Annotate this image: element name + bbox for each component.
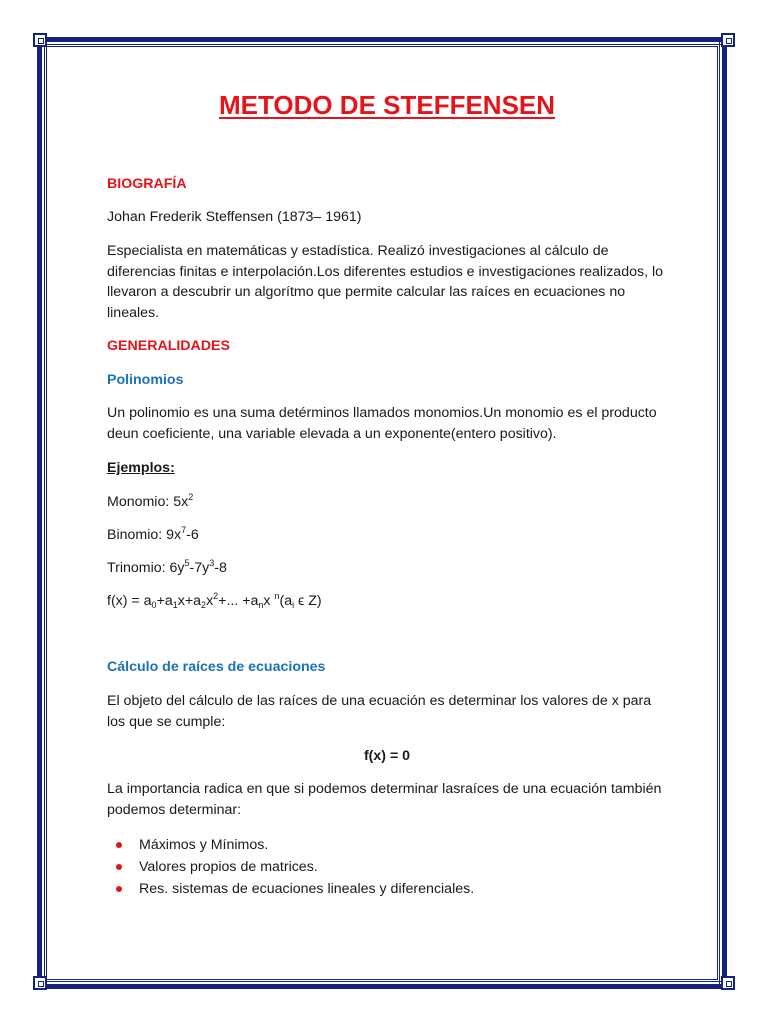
corner-ornament-bottom-right xyxy=(721,976,735,990)
trinomio-rest: -8 xyxy=(214,560,227,576)
trinomio-text: Trinomio: 6y xyxy=(107,560,185,576)
example-binomio xyxy=(107,525,667,546)
equation-f-x-zero: f(x) = 0 xyxy=(363,748,411,764)
generalidades-heading: GENERALIDADES xyxy=(107,338,230,354)
formula-part: x xyxy=(206,593,214,609)
corner-ornament-top-left xyxy=(33,33,47,47)
formula-part: ϵ Z) xyxy=(294,593,322,609)
applications-list xyxy=(107,834,474,900)
page-title: METODO DE STEFFENSEN xyxy=(218,90,556,120)
calculo-heading: Cálculo de raíces de ecuaciones xyxy=(107,659,326,675)
formula-part: +a xyxy=(156,593,173,609)
trinomio-mid: -7y xyxy=(189,560,210,576)
border-line-bottom xyxy=(42,981,722,982)
list-item-label: Valores propios de matrices. xyxy=(139,859,318,875)
list-item xyxy=(107,834,474,856)
calculo-paragraph: El objeto del cálculo de las raíces de una ecuación es determinar los valores de x para los que se cumple: xyxy=(107,693,652,730)
formula-subscript: 1 xyxy=(172,600,178,610)
binomio-text: Binomio: 9x xyxy=(107,527,182,543)
formula-part: x+a xyxy=(177,593,202,609)
border-line-top xyxy=(42,44,722,45)
formula-subscript: i xyxy=(292,600,295,610)
polynomial-formula xyxy=(107,591,667,612)
trinomio-exponent-1: 5 xyxy=(184,558,190,568)
importance-paragraph: La importancia radica en que si podemos determinar lasraíces de una ecuación también podemos determinar: xyxy=(107,781,662,818)
bullet-icon xyxy=(116,864,122,870)
border-line-left xyxy=(44,42,45,984)
formula-subscript: 2 xyxy=(201,600,207,610)
formula-part: +... +a xyxy=(218,593,259,609)
biografia-name-line: Johan Frederik Steffensen (1873– 1961) xyxy=(107,209,362,225)
example-monomio xyxy=(107,492,667,513)
biografia-heading: BIOGRAFÍA xyxy=(107,176,187,192)
polinomios-paragraph: Un polinomio es una suma detérminos llamados monomios.Un monomio es el producto deun coeficiente, una variable elevada a un exponente(entero positivo). xyxy=(107,405,657,442)
corner-ornament-top-right xyxy=(721,33,735,47)
corner-ornament-bottom-left xyxy=(33,976,47,990)
formula-part: x xyxy=(263,593,275,609)
list-item-label: Res. sistemas de ecuaciones lineales y diferenciales. xyxy=(139,881,475,897)
formula-part: f(x) = a xyxy=(107,593,152,609)
bullet-icon xyxy=(116,886,122,892)
binomio-exponent: 7 xyxy=(181,525,187,535)
trinomio-exponent-2: 3 xyxy=(209,558,215,568)
monomio-text: Monomio: 5x xyxy=(107,494,189,510)
biografia-paragraph: Especialista en matemáticas y estadística. Realizó investigaciones al cálculo de diferencias finitas e interpolación.Los diferentes estudios e investigaciones realizados, lo llevaron a descubrir un algorítmo que permite calcular las raíces en ecuaciones no lineales. xyxy=(107,243,664,322)
formula-superscript: 2 xyxy=(213,591,219,601)
polinomios-heading: Polinomios xyxy=(107,372,184,388)
formula-superscript: n xyxy=(274,591,280,601)
border-line-right xyxy=(719,42,720,984)
formula-part: (a xyxy=(279,593,293,609)
bullet-icon xyxy=(116,842,122,848)
list-item-label: Máximos y Mínimos. xyxy=(139,837,269,853)
formula-subscript: 0 xyxy=(151,600,157,610)
example-trinomio xyxy=(107,558,667,579)
monomio-exponent: 2 xyxy=(188,492,194,502)
formula-subscript: n xyxy=(258,600,264,610)
list-item xyxy=(107,878,474,900)
binomio-rest: -6 xyxy=(186,527,199,543)
list-item xyxy=(107,856,474,878)
ejemplos-heading: Ejemplos: xyxy=(107,460,175,476)
